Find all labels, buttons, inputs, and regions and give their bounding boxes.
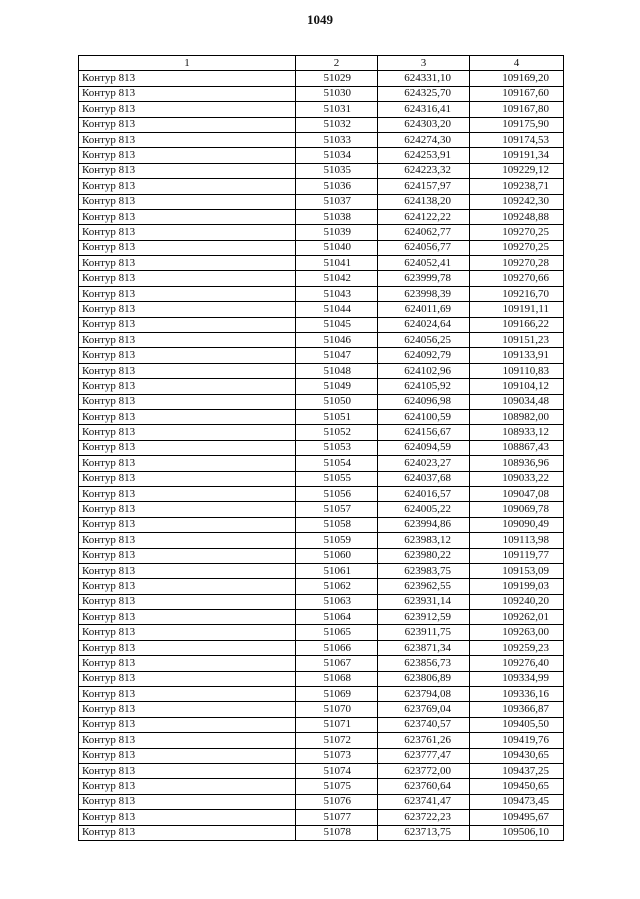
point-number-cell: 51056: [296, 486, 378, 501]
x-coordinate-cell: 624096,98: [378, 394, 470, 409]
point-number-cell: 51076: [296, 794, 378, 809]
contour-name-cell: Контур 813: [79, 471, 296, 486]
contour-name-cell: Контур 813: [79, 794, 296, 809]
header-col-4: 4: [470, 56, 564, 71]
contour-name-cell: Контур 813: [79, 317, 296, 332]
x-coordinate-cell: 624316,41: [378, 102, 470, 117]
x-coordinate-cell: 624011,69: [378, 302, 470, 317]
table-row: [79, 640, 564, 655]
contour-name-cell: Контур 813: [79, 733, 296, 748]
x-coordinate-cell: 623871,34: [378, 640, 470, 655]
contour-name-cell: Контур 813: [79, 86, 296, 101]
point-number-cell: 51071: [296, 717, 378, 732]
table-row: [79, 148, 564, 163]
contour-name-cell: Контур 813: [79, 456, 296, 471]
point-number-cell: 51034: [296, 148, 378, 163]
y-coordinate-cell: 109175,90: [470, 117, 564, 132]
contour-name-cell: Контур 813: [79, 102, 296, 117]
y-coordinate-cell: 109276,40: [470, 656, 564, 671]
table-row: [79, 456, 564, 471]
table-row: [79, 502, 564, 517]
table-row: [79, 517, 564, 532]
y-coordinate-cell: 109119,77: [470, 548, 564, 563]
header-row: [79, 56, 564, 71]
table-row: [79, 794, 564, 809]
point-number-cell: 51073: [296, 748, 378, 763]
x-coordinate-cell: 623983,75: [378, 563, 470, 578]
y-coordinate-cell: 109033,22: [470, 471, 564, 486]
x-coordinate-cell: 623962,55: [378, 579, 470, 594]
point-number-cell: 51045: [296, 317, 378, 332]
y-coordinate-cell: 109216,70: [470, 286, 564, 301]
point-number-cell: 51029: [296, 71, 378, 86]
point-number-cell: 51030: [296, 86, 378, 101]
y-coordinate-cell: 109405,50: [470, 717, 564, 732]
point-number-cell: 51054: [296, 456, 378, 471]
contour-name-cell: Контур 813: [79, 363, 296, 378]
table-row: [79, 702, 564, 717]
table-row: [79, 333, 564, 348]
table-row: [79, 610, 564, 625]
table-body: [79, 71, 564, 841]
table-row: [79, 256, 564, 271]
x-coordinate-cell: 624253,91: [378, 148, 470, 163]
x-coordinate-cell: 624024,64: [378, 317, 470, 332]
y-coordinate-cell: 109270,66: [470, 271, 564, 286]
table-row: [79, 86, 564, 101]
contour-name-cell: Контур 813: [79, 71, 296, 86]
point-number-cell: 51046: [296, 333, 378, 348]
x-coordinate-cell: 624094,59: [378, 440, 470, 455]
x-coordinate-cell: 623760,64: [378, 779, 470, 794]
contour-name-cell: Контур 813: [79, 302, 296, 317]
x-coordinate-cell: 624056,77: [378, 240, 470, 255]
point-number-cell: 51064: [296, 610, 378, 625]
page-number: 1049: [307, 12, 333, 27]
point-number-cell: 51050: [296, 394, 378, 409]
point-number-cell: 51033: [296, 132, 378, 147]
point-number-cell: 51036: [296, 179, 378, 194]
coordinates-table: [78, 55, 564, 841]
y-coordinate-cell: 109166,22: [470, 317, 564, 332]
x-coordinate-cell: 623931,14: [378, 594, 470, 609]
contour-name-cell: Контур 813: [79, 333, 296, 348]
point-number-cell: 51039: [296, 225, 378, 240]
y-coordinate-cell: 109430,65: [470, 748, 564, 763]
point-number-cell: 51031: [296, 102, 378, 117]
contour-name-cell: Контур 813: [79, 409, 296, 424]
point-number-cell: 51049: [296, 379, 378, 394]
contour-name-cell: Контур 813: [79, 594, 296, 609]
contour-name-cell: Контур 813: [79, 671, 296, 686]
table-row: [79, 302, 564, 317]
point-number-cell: 51069: [296, 687, 378, 702]
y-coordinate-cell: 109133,91: [470, 348, 564, 363]
x-coordinate-cell: 624223,32: [378, 163, 470, 178]
table-row: [79, 71, 564, 86]
contour-name-cell: Контур 813: [79, 563, 296, 578]
y-coordinate-cell: 109199,03: [470, 579, 564, 594]
point-number-cell: 51057: [296, 502, 378, 517]
x-coordinate-cell: 624005,22: [378, 502, 470, 517]
y-coordinate-cell: 109153,09: [470, 563, 564, 578]
y-coordinate-cell: 109167,60: [470, 86, 564, 101]
point-number-cell: 51032: [296, 117, 378, 132]
y-coordinate-cell: 109069,78: [470, 502, 564, 517]
y-coordinate-cell: 109437,25: [470, 763, 564, 778]
contour-name-cell: Контур 813: [79, 702, 296, 717]
x-coordinate-cell: 624056,25: [378, 333, 470, 348]
point-number-cell: 51041: [296, 256, 378, 271]
table-row: [79, 394, 564, 409]
table-row: [79, 179, 564, 194]
contour-name-cell: Контур 813: [79, 194, 296, 209]
contour-name-cell: Контур 813: [79, 502, 296, 517]
x-coordinate-cell: 623999,78: [378, 271, 470, 286]
point-number-cell: 51075: [296, 779, 378, 794]
contour-name-cell: Контур 813: [79, 179, 296, 194]
contour-name-cell: Контур 813: [79, 779, 296, 794]
point-number-cell: 51067: [296, 656, 378, 671]
table-row: [79, 717, 564, 732]
x-coordinate-cell: 623856,73: [378, 656, 470, 671]
table-row: [79, 533, 564, 548]
point-number-cell: 51052: [296, 425, 378, 440]
y-coordinate-cell: 109473,45: [470, 794, 564, 809]
y-coordinate-cell: 109174,53: [470, 132, 564, 147]
x-coordinate-cell: 623713,75: [378, 825, 470, 840]
contour-name-cell: Контур 813: [79, 132, 296, 147]
contour-name-cell: Контур 813: [79, 748, 296, 763]
x-coordinate-cell: 623777,47: [378, 748, 470, 763]
table-row: [79, 763, 564, 778]
contour-name-cell: Контур 813: [79, 625, 296, 640]
table-row: [79, 163, 564, 178]
y-coordinate-cell: 109034,48: [470, 394, 564, 409]
contour-name-cell: Контур 813: [79, 394, 296, 409]
x-coordinate-cell: 623740,57: [378, 717, 470, 732]
table-row: [79, 671, 564, 686]
y-coordinate-cell: 109495,67: [470, 810, 564, 825]
point-number-cell: 51078: [296, 825, 378, 840]
contour-name-cell: Контур 813: [79, 517, 296, 532]
contour-name-cell: Контур 813: [79, 486, 296, 501]
point-number-cell: 51059: [296, 533, 378, 548]
x-coordinate-cell: 624122,22: [378, 209, 470, 224]
table-row: [79, 779, 564, 794]
contour-name-cell: Контур 813: [79, 163, 296, 178]
point-number-cell: 51068: [296, 671, 378, 686]
contour-name-cell: Контур 813: [79, 117, 296, 132]
point-number-cell: 51040: [296, 240, 378, 255]
y-coordinate-cell: 109270,28: [470, 256, 564, 271]
point-number-cell: 51044: [296, 302, 378, 317]
point-number-cell: 51063: [296, 594, 378, 609]
contour-name-cell: Контур 813: [79, 256, 296, 271]
point-number-cell: 51060: [296, 548, 378, 563]
y-coordinate-cell: 109240,20: [470, 594, 564, 609]
y-coordinate-cell: 109090,49: [470, 517, 564, 532]
point-number-cell: 51035: [296, 163, 378, 178]
x-coordinate-cell: 624052,41: [378, 256, 470, 271]
x-coordinate-cell: 624303,20: [378, 117, 470, 132]
x-coordinate-cell: 623772,00: [378, 763, 470, 778]
table-row: [79, 579, 564, 594]
point-number-cell: 51070: [296, 702, 378, 717]
x-coordinate-cell: 624102,96: [378, 363, 470, 378]
contour-name-cell: Контур 813: [79, 687, 296, 702]
x-coordinate-cell: 623998,39: [378, 286, 470, 301]
point-number-cell: 51048: [296, 363, 378, 378]
contour-name-cell: Контур 813: [79, 271, 296, 286]
point-number-cell: 51055: [296, 471, 378, 486]
table-row: [79, 440, 564, 455]
y-coordinate-cell: 109259,23: [470, 640, 564, 655]
y-coordinate-cell: 109151,23: [470, 333, 564, 348]
table-row: [79, 825, 564, 840]
y-coordinate-cell: 109366,87: [470, 702, 564, 717]
y-coordinate-cell: 109104,12: [470, 379, 564, 394]
y-coordinate-cell: 108982,00: [470, 409, 564, 424]
table-row: [79, 471, 564, 486]
table-row: [79, 271, 564, 286]
y-coordinate-cell: 108933,12: [470, 425, 564, 440]
table-row: [79, 625, 564, 640]
table-row: [79, 594, 564, 609]
table-row: [79, 748, 564, 763]
table-row: [79, 102, 564, 117]
x-coordinate-cell: 624023,27: [378, 456, 470, 471]
table-row: [79, 409, 564, 424]
x-coordinate-cell: 623980,22: [378, 548, 470, 563]
y-coordinate-cell: 108936,96: [470, 456, 564, 471]
x-coordinate-cell: 624105,92: [378, 379, 470, 394]
table-row: [79, 225, 564, 240]
header-col-2: 2: [296, 56, 378, 71]
y-coordinate-cell: 109336,16: [470, 687, 564, 702]
contour-name-cell: Контур 813: [79, 240, 296, 255]
contour-name-cell: Контур 813: [79, 810, 296, 825]
contour-name-cell: Контур 813: [79, 717, 296, 732]
point-number-cell: 51065: [296, 625, 378, 640]
x-coordinate-cell: 623794,08: [378, 687, 470, 702]
contour-name-cell: Контур 813: [79, 209, 296, 224]
point-number-cell: 51066: [296, 640, 378, 655]
table-row: [79, 209, 564, 224]
contour-name-cell: Контур 813: [79, 656, 296, 671]
contour-name-cell: Контур 813: [79, 286, 296, 301]
header-col-3: 3: [378, 56, 470, 71]
x-coordinate-cell: 623761,26: [378, 733, 470, 748]
contour-name-cell: Контур 813: [79, 825, 296, 840]
point-number-cell: 51072: [296, 733, 378, 748]
y-coordinate-cell: 109113,98: [470, 533, 564, 548]
table-row: [79, 348, 564, 363]
contour-name-cell: Контур 813: [79, 440, 296, 455]
point-number-cell: 51051: [296, 409, 378, 424]
y-coordinate-cell: 109419,76: [470, 733, 564, 748]
contour-name-cell: Контур 813: [79, 533, 296, 548]
table-row: [79, 317, 564, 332]
point-number-cell: 51062: [296, 579, 378, 594]
x-coordinate-cell: 623911,75: [378, 625, 470, 640]
point-number-cell: 51047: [296, 348, 378, 363]
contour-name-cell: Контур 813: [79, 610, 296, 625]
y-coordinate-cell: 109167,80: [470, 102, 564, 117]
contour-name-cell: Контур 813: [79, 348, 296, 363]
x-coordinate-cell: 624157,97: [378, 179, 470, 194]
point-number-cell: 51053: [296, 440, 378, 455]
table-row: [79, 656, 564, 671]
y-coordinate-cell: 109169,20: [470, 71, 564, 86]
table-row: [79, 563, 564, 578]
x-coordinate-cell: 623994,86: [378, 517, 470, 532]
x-coordinate-cell: 624016,57: [378, 486, 470, 501]
contour-name-cell: Контур 813: [79, 148, 296, 163]
contour-name-cell: Контур 813: [79, 225, 296, 240]
x-coordinate-cell: 623806,89: [378, 671, 470, 686]
y-coordinate-cell: 109191,34: [470, 148, 564, 163]
point-number-cell: 51061: [296, 563, 378, 578]
x-coordinate-cell: 624274,30: [378, 132, 470, 147]
y-coordinate-cell: 109242,30: [470, 194, 564, 209]
y-coordinate-cell: 109110,83: [470, 363, 564, 378]
table-row: [79, 132, 564, 147]
y-coordinate-cell: 109270,25: [470, 225, 564, 240]
y-coordinate-cell: 109270,25: [470, 240, 564, 255]
x-coordinate-cell: 624156,67: [378, 425, 470, 440]
table-row: [79, 687, 564, 702]
table-row: [79, 194, 564, 209]
contour-name-cell: Контур 813: [79, 425, 296, 440]
table-row: [79, 548, 564, 563]
point-number-cell: 51074: [296, 763, 378, 778]
y-coordinate-cell: 109263,00: [470, 625, 564, 640]
y-coordinate-cell: 109047,08: [470, 486, 564, 501]
x-coordinate-cell: 623983,12: [378, 533, 470, 548]
table-row: [79, 379, 564, 394]
x-coordinate-cell: 624331,10: [378, 71, 470, 86]
y-coordinate-cell: 109450,65: [470, 779, 564, 794]
x-coordinate-cell: 623912,59: [378, 610, 470, 625]
point-number-cell: 51058: [296, 517, 378, 532]
x-coordinate-cell: 624138,20: [378, 194, 470, 209]
x-coordinate-cell: 624062,77: [378, 225, 470, 240]
contour-name-cell: Контур 813: [79, 640, 296, 655]
table-row: [79, 363, 564, 378]
y-coordinate-cell: 109238,71: [470, 179, 564, 194]
x-coordinate-cell: 624100,59: [378, 409, 470, 424]
y-coordinate-cell: 109506,10: [470, 825, 564, 840]
contour-name-cell: Контур 813: [79, 379, 296, 394]
x-coordinate-cell: 623741,47: [378, 794, 470, 809]
table-row: [79, 486, 564, 501]
y-coordinate-cell: 109191,11: [470, 302, 564, 317]
point-number-cell: 51037: [296, 194, 378, 209]
table-header: [79, 56, 564, 71]
table-row: [79, 425, 564, 440]
contour-name-cell: Контур 813: [79, 548, 296, 563]
x-coordinate-cell: 624325,70: [378, 86, 470, 101]
table-row: [79, 117, 564, 132]
point-number-cell: 51043: [296, 286, 378, 301]
table-row: [79, 286, 564, 301]
x-coordinate-cell: 624037,68: [378, 471, 470, 486]
y-coordinate-cell: 109248,88: [470, 209, 564, 224]
table-row: [79, 810, 564, 825]
x-coordinate-cell: 623769,04: [378, 702, 470, 717]
header-col-1: 1: [79, 56, 296, 71]
x-coordinate-cell: 623722,23: [378, 810, 470, 825]
y-coordinate-cell: 109334,99: [470, 671, 564, 686]
x-coordinate-cell: 624092,79: [378, 348, 470, 363]
point-number-cell: 51038: [296, 209, 378, 224]
point-number-cell: 51077: [296, 810, 378, 825]
contour-name-cell: Контур 813: [79, 763, 296, 778]
table-row: [79, 240, 564, 255]
y-coordinate-cell: 108867,43: [470, 440, 564, 455]
contour-name-cell: Контур 813: [79, 579, 296, 594]
table-row: [79, 733, 564, 748]
point-number-cell: 51042: [296, 271, 378, 286]
y-coordinate-cell: 109229,12: [470, 163, 564, 178]
y-coordinate-cell: 109262,01: [470, 610, 564, 625]
